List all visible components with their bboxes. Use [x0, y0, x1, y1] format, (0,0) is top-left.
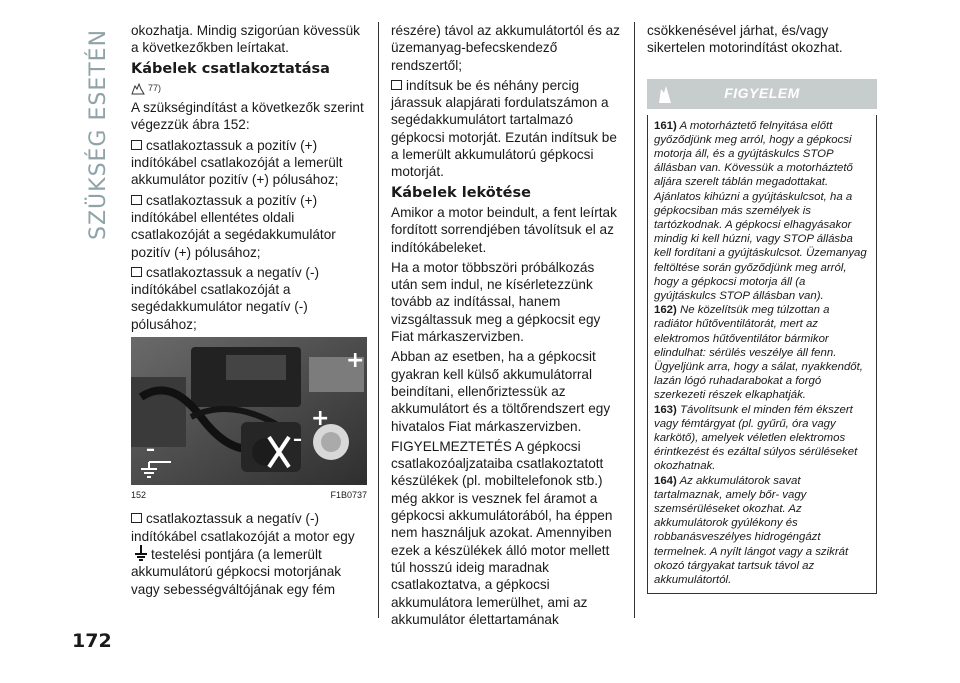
figure-caption [131, 487, 367, 504]
warning-hand-icon [653, 83, 675, 105]
checkbox-bullet-icon [131, 513, 142, 523]
ground-symbol-icon [134, 545, 148, 563]
warning-163: 163) Távolítsunk el minden fém ékszert vagy fémtárgyat (pl. gyűrű, óra vagy karkötő), amelyek véletlen elektromos érintkezést és ezáltal súlyos sérüléseket okozhatnak. [654, 403, 858, 473]
column-3 [647, 22, 877, 594]
continued-text: csökkenésével járhat, és/vagy sikertelen motorindítást okozhat. [647, 23, 843, 56]
intro-text: okozhatja. Mindig szigorúan kövessük a következőkben leírtakat. [131, 23, 360, 56]
paragraph-3: Abban az esetben, ha a gépkocsit gyakran kell külső akkumulátorral beindítani, ellenőriztessük az akkumulátort és a töltőrendszert egy hivatalos Fiat márkaszervizben. [391, 349, 611, 434]
warning-header [647, 79, 877, 109]
list-item-3: csatlakoztassuk a negatív (-) indítókábel csatlakozóját a segédakkumulátor negatív (-) pólusához; [131, 264, 320, 332]
column-2 [391, 22, 623, 631]
checkbox-bullet-icon [131, 140, 142, 150]
engine-bay-figure [131, 337, 367, 485]
list-item-5: indítsuk be és néhány percig járassuk alapjárati fordulatszámon a segédakkumulátort tartalmazó gépkocsi motorját. Ezután indítsuk be a lemerült akkumulátorú gépkocsi motorját. [391, 77, 617, 180]
warning-title: FIGYELEM [724, 84, 800, 101]
list-item-4: csatlakoztassuk a negatív (-) indítókábel csatlakozóját a motor egytestelési pontjára (a lemerült akkumulátorú gépkocsi motorjának vagy sebességváltójának egy fém [131, 511, 355, 597]
hand-warning-icon [131, 83, 145, 95]
warning-164: 164) Az akkumulátorok savat tartalmaznak, amely bőr- vagy szemsérüléseket okozhat. Az akkumulátorok gyúlékony és robbanásveszélyes hidrogéngázt termelnek. A nyílt lángot vagy a szikrát okozó tárgyakat tartsuk távol az akkumulátortól. [654, 474, 849, 587]
svg-text:–: – [146, 439, 155, 461]
svg-text:–: – [293, 429, 302, 451]
engine-bay-image [131, 337, 367, 485]
figure-code: F1B0737 [330, 490, 367, 501]
column-divider [634, 22, 635, 618]
warning-162: 162) Ne közelítsük meg túlzottan a radiátor hűtőventilátorát, mert az elektromos hűtőventilátor bármikor elindulhat: sérülés veszélye áll fenn. Ügyeljünk arra, hogy a sálat, nyakkendőt, lazán lógó ruhadarabokat a forgó szerkezeti részek elkaphatják. [654, 304, 863, 402]
checkbox-bullet-icon [131, 267, 142, 277]
continued-text: részére) távol az akkumulátortól és az üzemanyag-befecskendező rendszertől; [391, 23, 620, 73]
svg-text:+: + [346, 348, 365, 374]
svg-text:+: + [311, 406, 330, 432]
checkbox-bullet-icon [391, 80, 402, 90]
paragraph-4: FIGYELMEZTETÉS A gépkocsi csatlakozóaljzataiba csatlakoztatott készülékek (pl. mobiltelefonok stb.) még akkor is vesznek fel áramot a gépkocsi akkumulátorából, ha éppen nem használjuk azokat. Amennyiben ezek a készülékek álló motor mellett túl hosszú ideig maradnak csatlakoztatva, a gépkocsi akkumulátora lemerülhet, ami az akkumulátor élettartamának [391, 438, 613, 627]
column-divider [378, 22, 379, 618]
list-item-1: csatlakoztassuk a pozitív (+) indítókábel csatlakozóját a lemerült akkumulátor pozitív (+) pólusához; [131, 137, 343, 188]
figure-number: 152 [131, 490, 147, 501]
warning-body [647, 115, 877, 595]
checkbox-bullet-icon [131, 195, 142, 205]
paragraph-2: Ha a motor többszöri próbálkozás után sem indul, ne kísérletezzünk tovább az indítással, hanem vizsgáltassuk meg a gépkocsit egy Fiat márkaszervizben. [391, 259, 601, 345]
column-1 [131, 22, 367, 601]
heading-cable-connect: Kábelek csatlakoztatása [131, 60, 330, 77]
warning-161: 161) A motorháztető felnyitása előtt győződjünk meg arról, hogy a gépkocsi motorja áll, és a gyújtáskulcs STOP állásban van. Kövessük a motorháztető aljára szerelt táblán megadottakat. Ajánlatos kihúzni a gyújtáskulcsot, ha a gépkocsiban más személyek is tartózkodnak. A gépkocsi elhagyásakor mindig ki kell húzni, vagy STOP állásba kell fordítani a gyújtáskulcsot. Üzemanyag feltöltése során győződjünk meg arról, hogy a gépkocsi motorja áll (a gyújtáskulcs STOP állásban van). [654, 119, 867, 303]
list-item-2: csatlakoztassuk a pozitív (+) indítókábel ellentétes oldali csatlakozóját a segédakkumulátor pozitív (+) pólusához; [131, 192, 336, 260]
heading-cable-disconnect: Kábelek lekötése [391, 184, 531, 201]
paragraph-1: Amikor a motor beindult, a fent leírtak fordított sorrendjében távolítsuk el az indítókábeleket. [391, 204, 617, 255]
reference-number: 77) [148, 82, 162, 93]
page-number: 172 [72, 630, 112, 652]
side-title-text: SZÜKSÉG ESETÉN [86, 28, 111, 240]
reference-note [131, 80, 367, 97]
lead-text: A szükségindítást a következők szerint végezzük ábra 152: [131, 100, 364, 133]
